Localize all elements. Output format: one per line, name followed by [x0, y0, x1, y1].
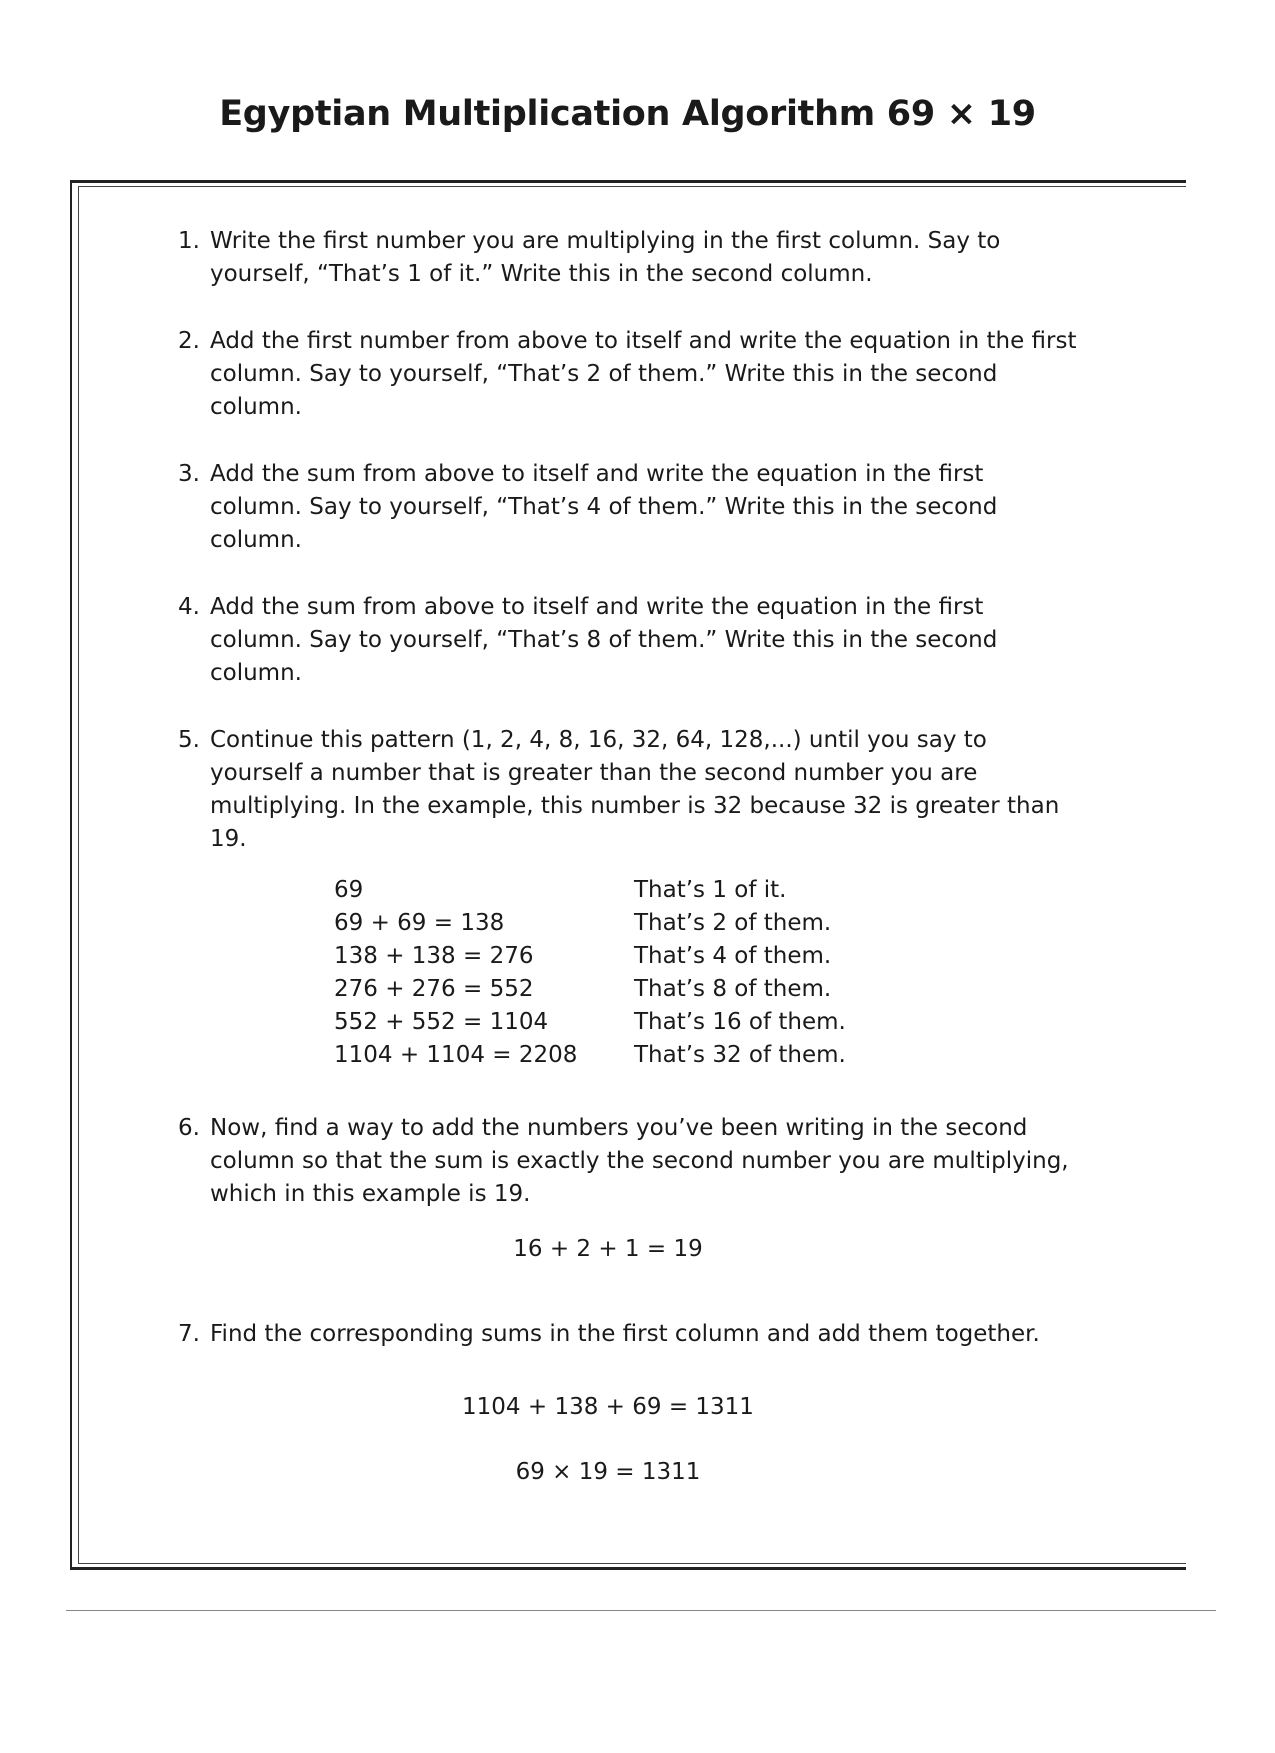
step-text: Find the corresponding sums in the first column and add them together. — [210, 1321, 1040, 1347]
step-2 — [178, 325, 1078, 424]
count-cell: That’s 8 of them. — [634, 976, 832, 1002]
equation-cell: 138 + 138 = 276 — [334, 943, 534, 969]
count-cell: That’s 2 of them. — [634, 910, 832, 936]
count-cell: That’s 16 of them. — [634, 1009, 846, 1035]
step-6-equation: 16 + 2 + 1 = 19 — [513, 1236, 703, 1262]
table-row — [334, 973, 846, 1006]
step-number: 7. — [178, 1321, 200, 1347]
doubling-table — [334, 874, 846, 1072]
table-row — [334, 940, 846, 973]
step-3 — [178, 458, 1078, 557]
equation-cell: 552 + 552 = 1104 — [334, 1009, 549, 1035]
equation-cell: 1104 + 1104 = 2208 — [334, 1042, 578, 1068]
step-5 — [178, 724, 1078, 856]
step-number: 6. — [178, 1115, 200, 1141]
instructions — [178, 225, 1078, 1489]
equation-cell: 69 + 69 = 138 — [334, 910, 505, 936]
final-equation: 69 × 19 = 1311 — [515, 1459, 701, 1485]
equation-cell: 69 — [334, 877, 364, 903]
step-4 — [178, 591, 1078, 690]
step-7 — [178, 1318, 1078, 1351]
equation-cell: 276 + 276 = 552 — [334, 976, 534, 1002]
step-number: 2. — [178, 328, 200, 354]
step-text: Continue this pattern (1, 2, 4, 8, 16, 32, 64, 128,...) until you say to yourself a number that is greater than the second number you are multiplying. In the example, this number is 32 because 32 is greater than 19. — [210, 727, 1060, 852]
table-row — [334, 874, 846, 907]
step-text: Add the sum from above to itself and write the equation in the first column. Say to yourself, “That’s 8 of them.” Write this in the second column. — [210, 594, 998, 686]
step-7-equation: 1104 + 138 + 69 = 1311 — [462, 1394, 754, 1420]
table-row — [334, 1006, 846, 1039]
table-row — [334, 907, 846, 940]
count-cell: That’s 1 of it. — [634, 877, 787, 903]
step-number: 1. — [178, 228, 200, 254]
step-text: Write the first number you are multiplying in the first column. Say to yourself, “That’s 1 of it.” Write this in the second column. — [210, 228, 1001, 287]
step-6 — [178, 1112, 1078, 1211]
footer-divider — [66, 1610, 1216, 1611]
step-text: Add the first number from above to itself and write the equation in the first column. Say to yourself, “That’s 2 of them.” Write this in the second column. — [210, 328, 1077, 420]
step-number: 3. — [178, 461, 200, 487]
step-text: Add the sum from above to itself and write the equation in the first column. Say to yourself, “That’s 4 of them.” Write this in the second column. — [210, 461, 998, 553]
step-number: 4. — [178, 594, 200, 620]
count-cell: That’s 32 of them. — [634, 1042, 846, 1068]
step-number: 5. — [178, 727, 200, 753]
step-text: Now, find a way to add the numbers you’ve been writing in the second column so that the sum is exactly the second number you are multiplying, which in this example is 19. — [210, 1115, 1069, 1207]
count-cell: That’s 4 of them. — [634, 943, 832, 969]
page-title: Egyptian Multiplication Algorithm 69 × 19 — [219, 94, 1036, 134]
step-1 — [178, 225, 1078, 291]
table-row — [334, 1039, 846, 1072]
